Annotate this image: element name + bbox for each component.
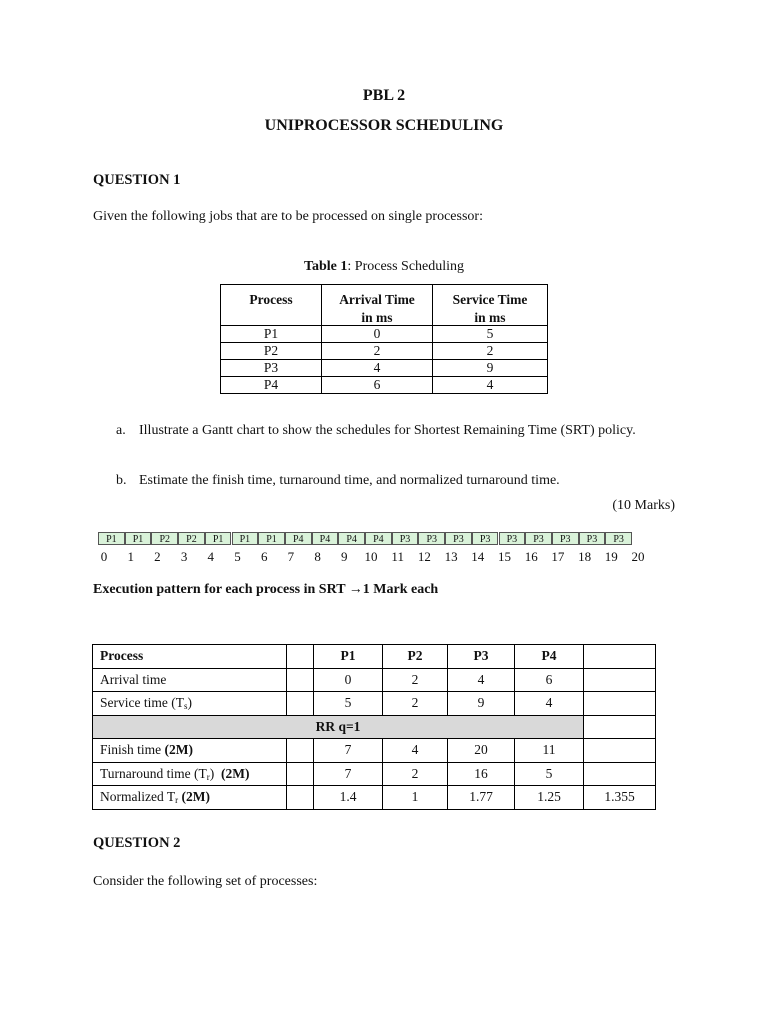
cell: P2 — [383, 645, 448, 669]
cell: P1 — [221, 326, 322, 343]
question-2-intro: Consider the following set of processes: — [93, 874, 318, 889]
question-1-intro: Given the following jobs that are to be processed on single processor: — [93, 209, 483, 224]
table-row — [93, 739, 656, 763]
document-title: PBL 2 — [362, 87, 406, 104]
cell: 0 — [314, 668, 383, 692]
gantt-cell: P3 — [552, 532, 579, 545]
cell: 1.77 — [448, 786, 515, 810]
row-label: Service time (Ts) — [93, 692, 287, 716]
header-process: Process — [221, 285, 322, 326]
row-label: Arrival time — [93, 668, 287, 692]
cell — [584, 692, 656, 716]
process-table — [220, 284, 548, 394]
gantt-cell: P3 — [418, 532, 445, 545]
list-marker: b. — [116, 473, 127, 488]
table-row — [221, 326, 548, 343]
cell: P4 — [221, 377, 322, 394]
cell — [584, 668, 656, 692]
rr-label: RR q=1 — [93, 715, 584, 739]
gantt-tick-label: 14 — [471, 549, 485, 564]
rr-row — [93, 715, 656, 739]
table-1-caption-text: : Process Scheduling — [347, 259, 465, 274]
gantt-cell: P1 — [205, 532, 232, 545]
cell: 5 — [515, 762, 584, 786]
header-service: Service Time in ms — [433, 285, 548, 326]
gantt-tick-label: 11 — [391, 549, 404, 564]
gantt-tick-label: 15 — [498, 549, 511, 564]
gantt-cell: P3 — [499, 532, 526, 545]
gantt-cell: P2 — [178, 532, 205, 545]
gantt-tick-label: 3 — [180, 549, 188, 564]
gantt-cell: P2 — [151, 532, 178, 545]
list-item-b — [116, 468, 676, 493]
row-label: Normalized Tr (2M) — [93, 786, 287, 810]
gantt-tick-label: 5 — [234, 549, 241, 564]
gantt-cell: P4 — [285, 532, 312, 545]
gantt-tick-label: 10 — [364, 549, 378, 564]
cell: 4 — [448, 668, 515, 692]
table-row — [221, 343, 548, 360]
question-2-heading: QUESTION 2 — [93, 835, 181, 851]
cell: 2 — [383, 668, 448, 692]
table-1-caption — [0, 259, 768, 275]
gantt-tick-label: 19 — [604, 549, 618, 564]
gantt-cell: P3 — [579, 532, 606, 545]
gantt-cell: P3 — [525, 532, 552, 545]
table-row — [221, 377, 548, 394]
results-header-row — [93, 645, 656, 669]
cell — [287, 762, 314, 786]
list-item-text: Estimate the finish time, turnaround time, and normalized turnaround time. — [139, 473, 560, 488]
cell: 5 — [314, 692, 383, 716]
cell: 4 — [433, 377, 548, 394]
cell: P1 — [314, 645, 383, 669]
gantt-tick-label: 0 — [100, 549, 108, 564]
row-label: Finish time (2M) — [93, 739, 287, 763]
row-label: Turnaround time (Tr) (2M) — [93, 762, 287, 786]
gantt-tick-label: 13 — [444, 549, 458, 564]
execution-pattern-note: Execution pattern for each process in SRT →1 Mark each — [93, 582, 439, 597]
gantt-cell: P1 — [232, 532, 259, 545]
cell — [287, 739, 314, 763]
cell: P3 — [221, 360, 322, 377]
cell: 1.355 — [584, 786, 656, 810]
cell: 6 — [515, 668, 584, 692]
cell: 1.4 — [314, 786, 383, 810]
table-row — [93, 668, 656, 692]
gantt-tick-label: 4 — [207, 549, 215, 564]
cell: P3 — [448, 645, 515, 669]
cell: 7 — [314, 739, 383, 763]
cell: Process — [93, 645, 287, 669]
cell: 2 — [383, 692, 448, 716]
cell — [287, 645, 314, 669]
gantt-tick-label: 12 — [417, 549, 431, 564]
cell — [584, 739, 656, 763]
cell: 9 — [433, 360, 548, 377]
gantt-cell: P4 — [365, 532, 392, 545]
gantt-tick-label: 18 — [578, 549, 592, 564]
cell: 2 — [383, 762, 448, 786]
gantt-cell: P3 — [392, 532, 419, 545]
cell: 11 — [515, 739, 584, 763]
gantt-cell: P3 — [472, 532, 499, 545]
table-row — [93, 762, 656, 786]
document-subtitle: UNIPROCESSOR SCHEDULING — [264, 117, 504, 134]
cell — [287, 786, 314, 810]
gantt-cell: P1 — [98, 532, 125, 545]
gantt-chart — [98, 532, 644, 546]
cell: 1 — [383, 786, 448, 810]
cell — [584, 715, 656, 739]
cell: 16 — [448, 762, 515, 786]
cell — [584, 645, 656, 669]
cell: 7 — [314, 762, 383, 786]
list-marker: a. — [116, 423, 126, 438]
cell — [287, 668, 314, 692]
cell: 6 — [322, 377, 433, 394]
cell: 0 — [322, 326, 433, 343]
cell — [287, 692, 314, 716]
gantt-cell: P4 — [338, 532, 365, 545]
process-table-header — [221, 285, 548, 326]
list-item-text: Illustrate a Gantt chart to show the schedules for Shortest Remaining Time (SRT) policy. — [139, 423, 636, 438]
results-table — [92, 644, 656, 810]
gantt-tick-label: 20 — [631, 549, 645, 564]
gantt-tick-label: 17 — [551, 549, 565, 564]
table-row — [93, 786, 656, 810]
gantt-tick-label: 16 — [524, 549, 538, 564]
cell: 5 — [433, 326, 548, 343]
cell: 1.25 — [515, 786, 584, 810]
cell: P2 — [221, 343, 322, 360]
gantt-tick-label: 7 — [287, 549, 295, 564]
cell: 4 — [383, 739, 448, 763]
cell: 2 — [322, 343, 433, 360]
gantt-cell: P1 — [125, 532, 152, 545]
cell: 20 — [448, 739, 515, 763]
table-row — [93, 692, 656, 716]
list-item-a — [116, 418, 676, 468]
cell: 4 — [515, 692, 584, 716]
gantt-tick-label: 2 — [154, 549, 161, 564]
question-1-heading: QUESTION 1 — [93, 172, 181, 188]
gantt-cell: P3 — [445, 532, 472, 545]
cell: 9 — [448, 692, 515, 716]
table-row — [221, 360, 548, 377]
header-arrival: Arrival Time in ms — [322, 285, 433, 326]
marks-label: (10 Marks) — [612, 498, 675, 513]
gantt-cell: P1 — [258, 532, 285, 545]
cell — [584, 762, 656, 786]
table-1-caption-label: Table 1 — [303, 259, 348, 274]
gantt-cell: P3 — [605, 532, 632, 545]
gantt-tick-label: 9 — [341, 549, 348, 564]
gantt-tick-label: 1 — [127, 549, 134, 564]
cell: 4 — [322, 360, 433, 377]
cell: 2 — [433, 343, 548, 360]
gantt-tick-label: 8 — [314, 549, 321, 564]
cell: P4 — [515, 645, 584, 669]
gantt-cell: P4 — [312, 532, 339, 545]
gantt-tick-label: 6 — [260, 549, 268, 564]
